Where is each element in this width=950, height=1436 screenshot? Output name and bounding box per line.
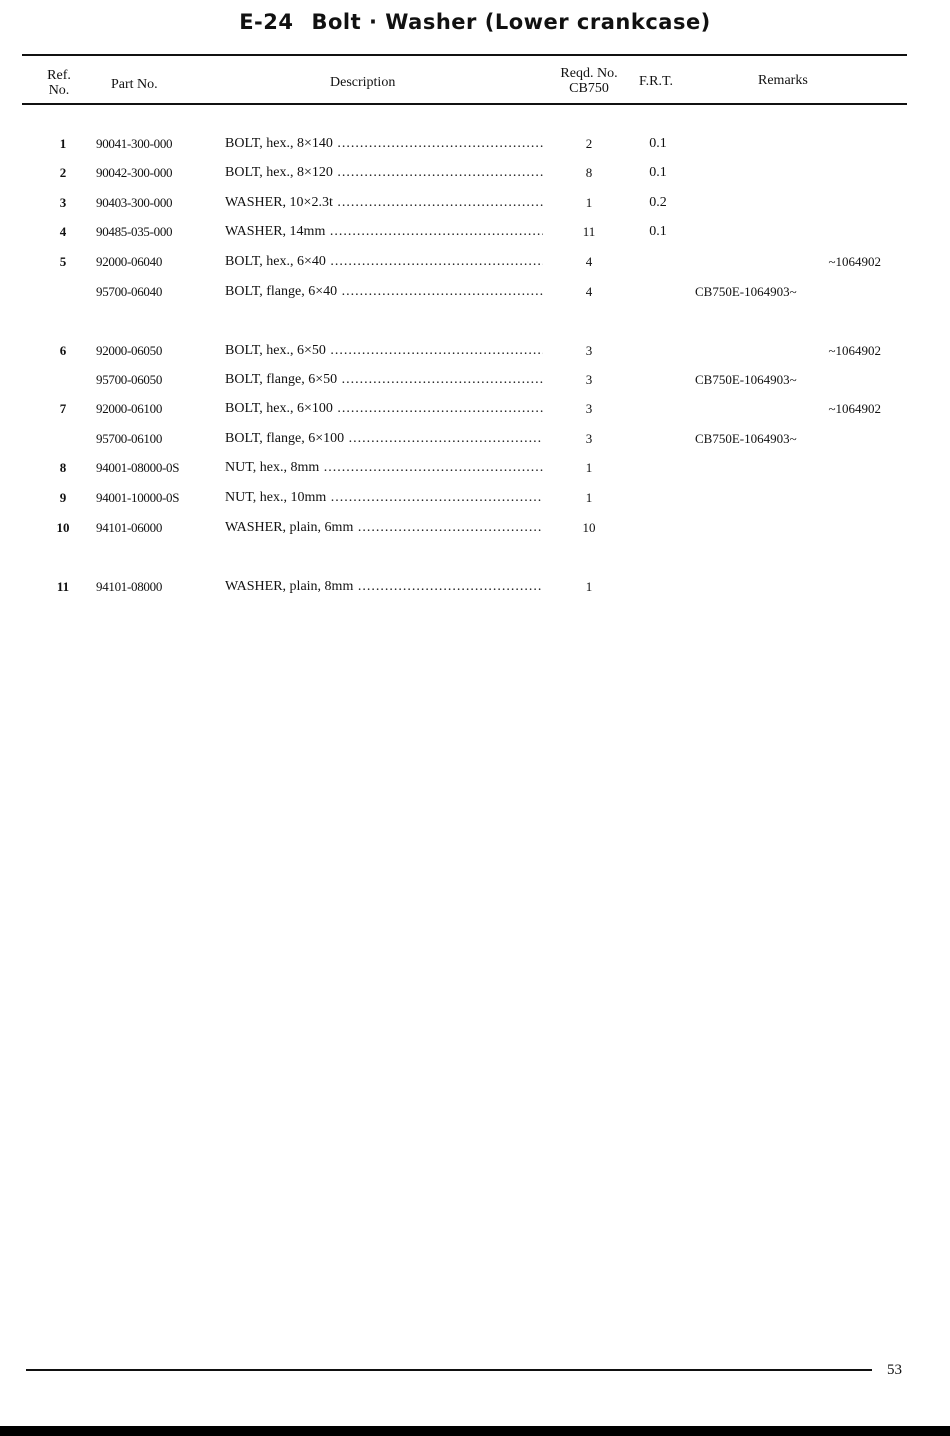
page-number: 53 [887, 1362, 902, 1378]
ref-no: 10 [56, 520, 70, 535]
description: BOLT, hex., 6×40 ..... [225, 254, 543, 270]
header-bottom-rule [22, 103, 907, 105]
part-number: 90485-035-000 [96, 224, 173, 239]
part-number: 94001-10000-0S [96, 490, 180, 505]
ref-no: 6 [59, 343, 67, 358]
description: WASHER, 10×2.3t ..... [225, 195, 543, 211]
remark: CB750E-1064903~ [695, 372, 797, 387]
table-row [0, 343, 950, 363]
part-number: 94101-06000 [96, 520, 163, 535]
required-quantity: 2 [585, 136, 593, 151]
part-number: 94101-08000 [96, 579, 163, 594]
header-reqd-no: Reqd. No. CB750 [560, 66, 618, 96]
required-quantity: 3 [585, 401, 593, 416]
required-quantity: 1 [585, 195, 593, 210]
required-quantity: 1 [585, 490, 593, 505]
table-row [0, 431, 950, 451]
table-row [0, 490, 950, 510]
description: BOLT, flange, 6×100 ..... [225, 431, 543, 447]
description: BOLT, hex., 6×100 ..... [225, 401, 543, 417]
required-quantity: 3 [585, 372, 593, 387]
ref-no: 3 [59, 195, 67, 210]
remark: ~1064902 [828, 343, 881, 358]
part-number: 92000-06100 [96, 401, 163, 416]
required-quantity: 10 [582, 520, 596, 535]
ref-no: 2 [59, 165, 67, 180]
ref-no: 7 [59, 401, 67, 416]
description: BOLT, hex., 8×140 ..... [225, 136, 543, 152]
table-row [0, 520, 950, 540]
remark: ~1064902 [828, 254, 881, 269]
table-row [0, 165, 950, 185]
table-row [0, 224, 950, 244]
description: BOLT, flange, 6×40 ..... [225, 284, 543, 300]
part-number: 92000-06040 [96, 254, 163, 269]
table-row [0, 579, 950, 599]
remark: CB750E-1064903~ [695, 284, 797, 299]
required-quantity: 1 [585, 579, 593, 594]
header-part-no: Part No. [111, 77, 158, 92]
description: WASHER, 14mm ..... [225, 224, 543, 240]
frt-value: 0.1 [649, 165, 667, 180]
description: BOLT, hex., 6×50 ..... [225, 343, 543, 359]
required-quantity: 1 [585, 460, 593, 475]
part-number: 95700-06050 [96, 372, 163, 387]
header-remarks: Remarks [758, 73, 808, 88]
description: BOLT, hex., 8×120 ..... [225, 165, 543, 181]
header-ref: Ref. No. [47, 68, 71, 98]
header-frt: F.R.T. [639, 74, 674, 89]
description: WASHER, plain, 8mm ..... [225, 579, 543, 595]
frt-value: 0.1 [649, 224, 667, 239]
section-title: Bolt · Washer (Lower crankcase) [311, 10, 711, 34]
remark: CB750E-1064903~ [695, 431, 797, 446]
required-quantity: 4 [585, 284, 593, 299]
description: WASHER, plain, 6mm ..... [225, 520, 543, 536]
part-number: 95700-06040 [96, 284, 163, 299]
part-number: 90042-300-000 [96, 165, 173, 180]
footer-rule [26, 1369, 872, 1371]
frt-value: 0.2 [649, 195, 667, 210]
required-quantity: 11 [582, 224, 596, 239]
required-quantity: 3 [585, 431, 593, 446]
part-number: 94001-08000-0S [96, 460, 180, 475]
table-row [0, 401, 950, 421]
table-row [0, 284, 950, 304]
part-number: 92000-06050 [96, 343, 163, 358]
part-number: 90041-300-000 [96, 136, 173, 151]
ref-no: 1 [59, 136, 67, 151]
ref-no: 8 [59, 460, 67, 475]
description: NUT, hex., 8mm ..... [225, 460, 543, 476]
scan-edge-band [0, 1426, 950, 1436]
required-quantity: 8 [585, 165, 593, 180]
ref-no: 11 [56, 579, 70, 594]
description: NUT, hex., 10mm ..... [225, 490, 543, 506]
required-quantity: 4 [585, 254, 593, 269]
table-row [0, 460, 950, 480]
ref-no: 4 [59, 224, 67, 239]
header-description: Description [330, 75, 396, 90]
page-title [0, 10, 950, 34]
description: BOLT, flange, 6×50 ..... [225, 372, 543, 388]
table-row [0, 254, 950, 274]
remark: ~1064902 [828, 401, 881, 416]
table-row [0, 136, 950, 156]
section-code: E-24 [239, 10, 294, 34]
ref-no: 5 [59, 254, 67, 269]
ref-no: 9 [59, 490, 67, 505]
table-row [0, 372, 950, 392]
part-number: 95700-06100 [96, 431, 163, 446]
frt-value: 0.1 [649, 136, 667, 151]
table-row [0, 195, 950, 215]
part-number: 90403-300-000 [96, 195, 173, 210]
required-quantity: 3 [585, 343, 593, 358]
header-top-rule [22, 54, 907, 56]
